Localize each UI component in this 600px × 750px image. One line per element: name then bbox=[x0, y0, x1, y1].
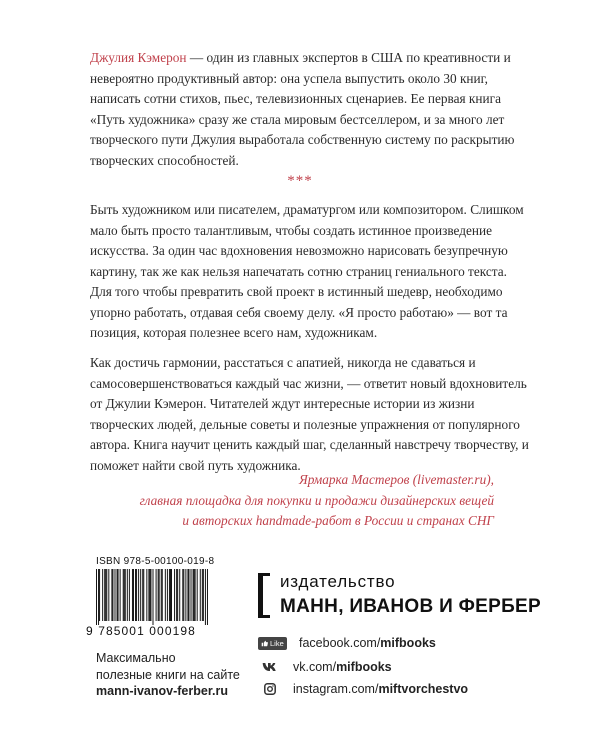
quote-line-2: главная площадка для покупки и продажи дизайнерских вещей bbox=[139, 492, 494, 508]
info-line-1: Максимально bbox=[96, 651, 176, 665]
barcode-bar bbox=[167, 569, 168, 621]
instagram-icon bbox=[258, 683, 281, 695]
barcode-bar bbox=[162, 569, 163, 621]
author-paragraph bbox=[90, 48, 530, 171]
barcode-bar bbox=[197, 569, 198, 621]
barcode-bar bbox=[120, 569, 121, 621]
barcode-bar bbox=[106, 569, 107, 621]
barcode-bar bbox=[203, 569, 204, 621]
barcode-bar bbox=[142, 569, 143, 621]
barcode-bar bbox=[133, 569, 134, 621]
barcode-bar bbox=[191, 569, 192, 621]
barcode-bar bbox=[149, 569, 150, 621]
author-paragraph-text: — один из главных экспертов в США по креативности и невероятно продуктивный автор: она успела выпустить около 30 книг, написать сотни стихов, пьес, телевизионных сценариев. Ее первая книга «Путь художника» сразу же стала мировым бестселлером, и за много лет творческого пути Джулия выработала собственную систему по раскрытию творческих способностей. bbox=[90, 50, 515, 168]
facebook-like-label: Like bbox=[270, 638, 284, 648]
barcode-bar bbox=[174, 569, 175, 621]
barcode-bar bbox=[170, 569, 171, 621]
instagram-link-handle: miftvorchestvo bbox=[378, 682, 469, 696]
barcode-bar bbox=[102, 569, 103, 621]
vk-link-prefix: vk.com/ bbox=[293, 660, 337, 674]
barcode-bar bbox=[150, 569, 151, 621]
barcode-bar bbox=[148, 569, 149, 621]
barcode-bar bbox=[158, 569, 159, 621]
quote-line-1: Ярмарка Мастеров (livemaster.ru), bbox=[299, 472, 494, 487]
instagram-link-prefix: instagram.com/ bbox=[293, 682, 379, 696]
barcode-bar bbox=[159, 569, 160, 621]
barcode-bar bbox=[140, 569, 141, 621]
info-line-2: полезные книги на сайте bbox=[96, 667, 240, 682]
endorsement-quote bbox=[140, 470, 494, 532]
facebook-like-icon bbox=[258, 637, 287, 650]
barcode-bar bbox=[127, 569, 128, 621]
barcode-bar bbox=[146, 569, 147, 621]
barcode-bar bbox=[112, 569, 113, 621]
barcode-bar bbox=[136, 569, 137, 621]
publisher-website-link[interactable]: mann-ivanov-ferber.ru bbox=[96, 684, 228, 698]
barcode-bar bbox=[105, 569, 106, 621]
quote-line-3: и авторских handmade-работ в России и странах СНГ bbox=[182, 513, 494, 528]
barcode-bar bbox=[207, 569, 208, 625]
barcode-bar bbox=[96, 569, 97, 625]
barcode-bar bbox=[165, 569, 166, 621]
publisher-logo-bracket bbox=[258, 573, 270, 618]
barcode-bar bbox=[195, 569, 196, 621]
barcode-bar bbox=[132, 569, 133, 621]
section-separator: *** bbox=[287, 173, 313, 189]
barcode-bar bbox=[187, 569, 188, 621]
barcode-bar bbox=[108, 569, 109, 621]
barcode-bar bbox=[202, 569, 203, 621]
facebook-link-prefix: facebook.com/ bbox=[299, 636, 381, 650]
social-vk[interactable] bbox=[258, 660, 392, 674]
barcode-bar bbox=[129, 569, 130, 621]
barcode-bar bbox=[179, 569, 180, 621]
barcode-bar bbox=[185, 569, 186, 621]
social-instagram[interactable] bbox=[258, 682, 468, 696]
barcode-bar bbox=[194, 569, 195, 621]
isbn-number: ISBN 978-5-00100-019-8 bbox=[96, 556, 215, 567]
barcode-bar bbox=[200, 569, 201, 621]
facebook-link-handle: mifbooks bbox=[380, 636, 436, 650]
barcode-bar bbox=[104, 569, 105, 621]
description-paragraph-2: Как достичь гармонии, расстаться с апатией, никогда не сдаваться и самосовершенствоваться каждый час жизни, — ответит новый вдохновитель от Джулии Кэмерон. Читателей ждут интересные истории из жизни творческих людей, дельные советы и полезные упражнения от популярного автора. Книга научит ценить каждый шаг, сделанный навстречу творчеству, и поможет найти свой путь художника. bbox=[90, 355, 529, 473]
barcode-bar bbox=[111, 569, 112, 621]
barcode-bar bbox=[156, 569, 157, 621]
barcode-bar bbox=[124, 569, 125, 621]
barcode-bar bbox=[188, 569, 189, 621]
barcode-digits: 9 785001 000198 bbox=[86, 624, 196, 638]
barcode-bar bbox=[169, 569, 170, 621]
barcode-bar bbox=[153, 569, 154, 625]
vk-link[interactable] bbox=[293, 660, 392, 674]
barcode-bar bbox=[171, 569, 172, 621]
barcode-bar bbox=[138, 569, 139, 621]
barcode-bar bbox=[98, 569, 99, 625]
barcode-bar bbox=[183, 569, 184, 621]
barcode-bar bbox=[135, 569, 136, 621]
barcode-bar bbox=[125, 569, 126, 621]
barcode-bar bbox=[115, 569, 116, 621]
barcode-bar bbox=[176, 569, 177, 621]
barcode-bar bbox=[182, 569, 183, 621]
vk-icon bbox=[258, 662, 281, 672]
barcode-bar bbox=[193, 569, 194, 621]
barcode-bar bbox=[118, 569, 119, 621]
publisher-label: издательство bbox=[280, 572, 396, 591]
vk-link-handle: mifbooks bbox=[336, 660, 392, 674]
social-facebook[interactable] bbox=[258, 636, 436, 650]
barcode-bar bbox=[99, 569, 100, 621]
barcode-bar bbox=[143, 569, 144, 621]
barcode-bar bbox=[205, 569, 206, 625]
publisher-name: МАНН, ИВАНОВ И ФЕРБЕР bbox=[280, 596, 541, 617]
barcode-bar bbox=[117, 569, 118, 621]
author-name: Джулия Кэмерон bbox=[90, 50, 187, 65]
facebook-link[interactable] bbox=[299, 636, 436, 650]
barcode-image bbox=[96, 569, 208, 625]
barcode-bar bbox=[177, 569, 178, 621]
barcode-bar bbox=[161, 569, 162, 621]
description-paragraph-1: Быть художником или писателем, драматургом или композитором. Слишком мало быть просто талантливым, чтобы создать истинное произведение искусства. За один час вдохновения невозможно нарисовать безупречную картину, так же как нельзя напечатать сотню страниц гениального текста. Для того чтобы превратить свой проект в истинный шедевр, необходимо упорно работать, отдавая себя своему делу. «Я просто работаю» — вот та позиция, которая полезнее всего нам, художникам. bbox=[90, 202, 524, 340]
publisher-info bbox=[96, 650, 240, 700]
instagram-link[interactable] bbox=[293, 682, 468, 696]
barcode-bar bbox=[123, 569, 124, 621]
